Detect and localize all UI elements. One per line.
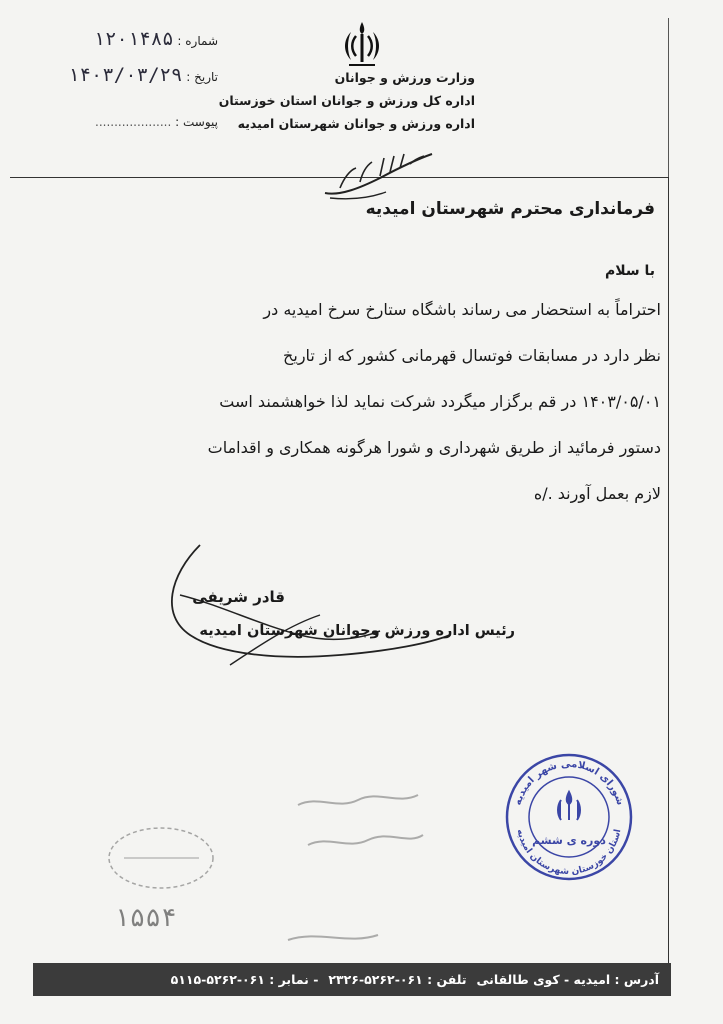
body-line: احتراماً به استحضار می رساند باشگاه ستارخ سرخ امیدیه در xyxy=(263,300,661,319)
letter-date-value: ۱۴۰۳/۰۳/۲۹ xyxy=(68,64,183,86)
letter-date-row xyxy=(40,64,218,86)
handwritten-number: ۱۵۵۴ xyxy=(114,903,177,933)
body-line: دستور فرمائید از طریق شهرداری و شورا هرگونه همکاری و اقدامات xyxy=(207,438,661,457)
letter-body xyxy=(71,287,661,517)
body-line: ۱۴۰۳/۰۵/۰۱ در قم برگزار میگردد شرکت نماید لذا خواهشمند است xyxy=(219,392,661,411)
body-line: نظر دارد در مسابقات فوتسال قهرمانی کشور که از تاریخ xyxy=(283,346,661,365)
stamp-middle-text: دوره ی ششم xyxy=(532,834,606,847)
letter-recipient: فرمانداری محترم شهرستان امیدیه xyxy=(365,199,655,219)
letter-number-label: شماره : xyxy=(177,34,218,48)
faint-received-stamp xyxy=(94,818,229,933)
letter-attachment-label: پیوست : xyxy=(175,115,218,129)
iran-emblem-icon xyxy=(337,18,387,73)
stamp-top-text: شورای اسلامی شهر امیدیه xyxy=(512,758,626,807)
letter-salutation: با سلام xyxy=(604,263,655,279)
city-council-stamp xyxy=(503,752,635,882)
letterhead-footer xyxy=(33,963,671,996)
footer-address: آدرس : امیدیه - کوی طالقانی xyxy=(476,972,659,987)
signer-title: رئیس اداره ورزش وجوانان شهرستان امیدیه xyxy=(199,623,515,639)
letter-date-label: تاریخ : xyxy=(186,70,218,84)
letter-attachment-value: .................... xyxy=(95,115,172,129)
signer-name: قادر شریفی xyxy=(192,588,285,606)
org-line-ministry: وزارت ورزش و جوانان xyxy=(334,70,475,85)
letter-number-value: ۱۲۰۱۴۸۵ xyxy=(93,28,174,50)
footer-phone: تلفن : ۰۶۱-۵۲۶۲-۲۳۲۶ xyxy=(328,972,467,987)
faint-handwritten-notes xyxy=(258,775,428,950)
org-line-province: اداره کل ورزش و جوانان استان خوزستان xyxy=(218,93,475,108)
letter-attachment-row xyxy=(52,115,218,129)
organization-header xyxy=(219,66,475,135)
body-line: لازم بعمل آورند ./ه xyxy=(533,484,661,503)
org-line-city: اداره ورزش و جوانان شهرستان امیدیه xyxy=(237,116,475,131)
stamp-bottom-text: استان خوزستان شهرستان امیدیه xyxy=(514,828,624,878)
letter-number-row xyxy=(40,28,218,50)
handwritten-signature xyxy=(140,535,460,675)
bismillah-calligraphy xyxy=(320,148,440,203)
footer-fax: - نمابر : ۰۶۱-۵۲۶۲-۵۱۱۵ xyxy=(170,972,319,987)
